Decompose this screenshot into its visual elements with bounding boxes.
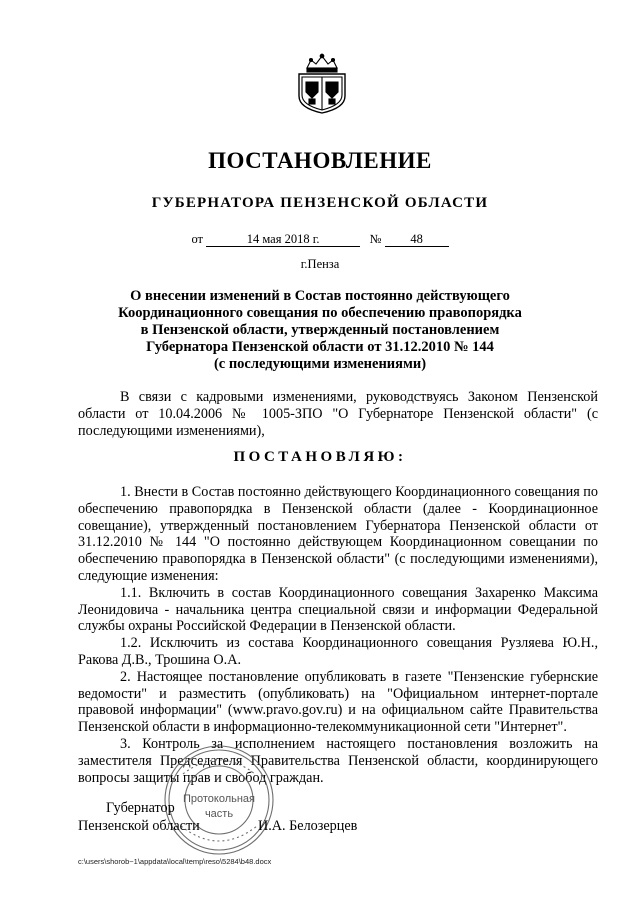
document-subtitle: ГУБЕРНАТОРА ПЕНЗЕНСКОЙ ОБЛАСТИ [151,195,489,211]
heading-line: в Пензенской области, утвержденный постановлением [140,322,500,338]
document-city: г.Пенза [300,257,340,271]
number-prefix: № [369,232,382,246]
resolution-item: 1.2. Исключить из состава Координационного совещания Рузляева Ю.Н., Ракова Д.В., Трошина О.А. [78,635,598,668]
coat-of-arms-icon [297,52,347,114]
resolution-item: 1. Внести в Состав постоянно действующего Координационного совещания по обеспечению правопорядка в Пензенской области (далее - Координационное совещание), утвержденный постановлением Губернатора Пензенской области от 31.12.2010 № 144 "О постоянно действующем Координационном совещании по обеспечению правопорядка в Пензенской области" (с последующими изменениями), следующие изменения: [78,484,598,584]
file-path: c:\users\shorob~1\appdata\local\temp\reso\5284\b48.docx [78,857,272,866]
document-number: 48 [385,232,449,247]
stamp-line: Протокольная [182,793,256,805]
signature-name: И.А. Белозерцев [258,818,358,834]
document-title: ПОСТАНОВЛЕНИЕ [208,148,432,173]
heading-line: (с последующими изменениями) [213,356,427,372]
signature-region: Пензенской области [78,818,200,834]
heading-line: Губернатора Пензенской области от 31.12.2010 № 144 [146,339,494,355]
date-number-line [0,232,640,247]
resolution-item: 2. Настоящее постановление опубликовать в газете "Пензенские губернские ведомости" и разместить (опубликовать) на "Официальном интернет-портале правовой информации" (www.pravo.gov.ru) и на официальном сайте Правительства Пензенской области в информационно-телекоммуникационной сети "Интернет". [78,668,598,736]
stamp-line: часть [204,808,234,820]
document-date: 14 мая 2018 г. [206,232,360,247]
date-prefix: от [191,232,203,246]
document-heading [100,288,540,373]
heading-line: О внесении изменений в Состав постоянно действующего [130,288,510,304]
resolution-item: 1.1. Включить в состав Координационного совещания Захаренко Максима Леонидовича - начальника центра специальной связи и информации Федеральной службы охраны Российской Федерации в Пензенской области. [78,584,598,635]
resolution-items [78,484,598,786]
resolve-heading: ПОСТАНОВЛЯЮ: [233,449,407,465]
preamble-paragraph: В связи с кадровыми изменениями, руководствуясь Законом Пензенской области от 10.04.2006 № 1005-ЗПО "О Губернаторе Пензенской области" (с последующими изменениями), [78,389,598,439]
resolution-item: 3. Контроль за исполнением настоящего постановления возложить на заместителя Председателя Правительства Пензенской области, координирующего вопросы защиты прав и свобод граждан. [78,735,598,786]
heading-line: Координационного совещания по обеспечению правопорядка [118,305,522,321]
signature-title: Губернатор [106,800,175,816]
